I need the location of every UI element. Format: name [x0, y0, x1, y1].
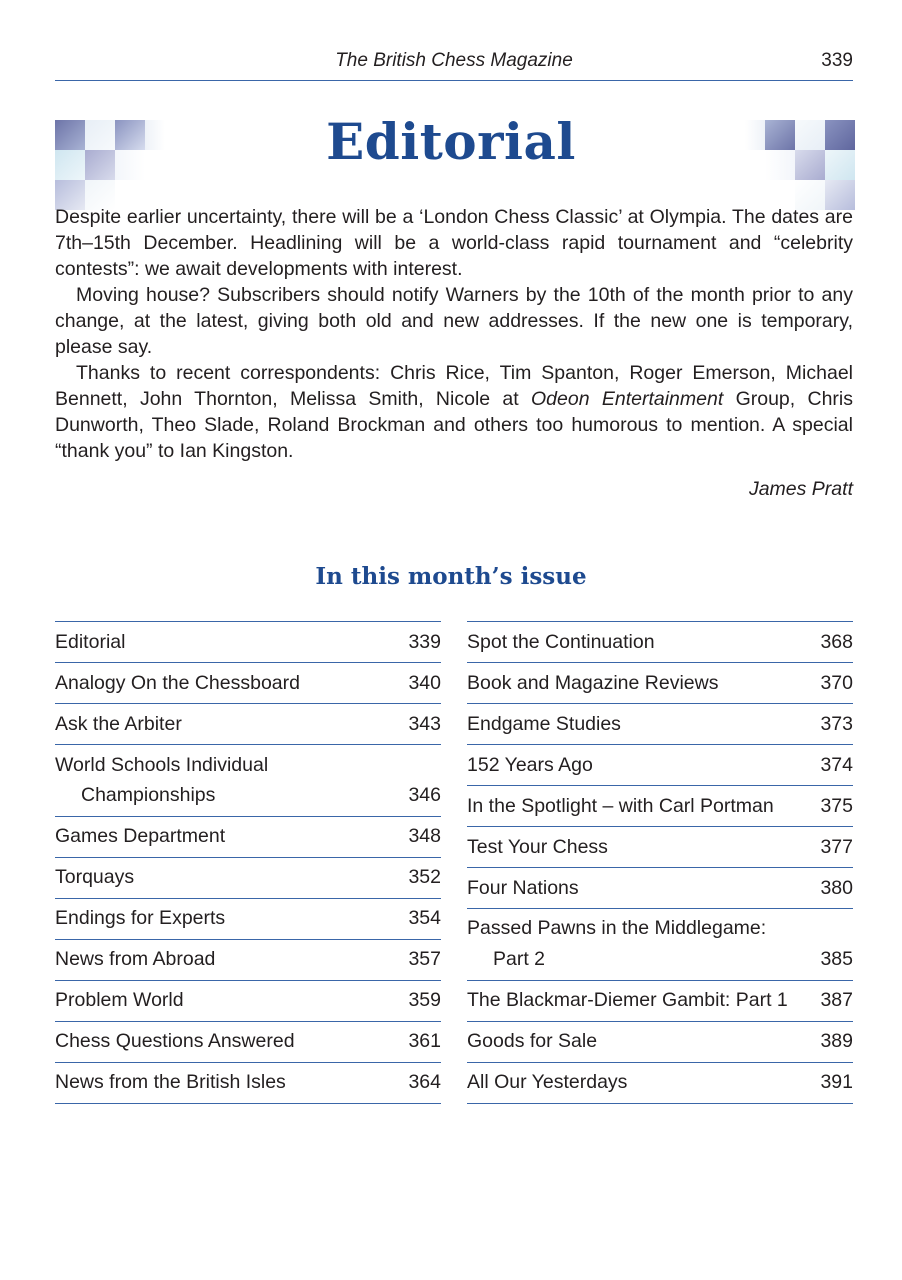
magazine-title: The British Chess Magazine — [335, 50, 573, 71]
contents-title: Games Department — [55, 825, 226, 848]
contents-title: Book and Magazine Reviews — [467, 671, 719, 694]
contents-page: 352 — [408, 866, 441, 889]
contents-row — [55, 940, 441, 981]
contents-page: 339 — [408, 630, 441, 653]
contents-page: 368 — [820, 630, 853, 653]
contents-page: 354 — [408, 907, 441, 930]
contents-title: Goods for Sale — [467, 1030, 598, 1053]
contents-row — [467, 909, 853, 981]
contents-row — [467, 981, 853, 1022]
contents-page: 346 — [408, 784, 441, 807]
page-number: 339 — [821, 50, 853, 71]
contents-title: Endgame Studies — [467, 712, 621, 735]
contents-row — [55, 858, 441, 899]
contents-row — [467, 1022, 853, 1063]
contents-title: 152 Years Ago — [467, 753, 593, 776]
contents-page: 385 — [820, 948, 853, 971]
contents-row — [467, 704, 853, 745]
paragraph-3-text-start: Thanks to recent correspondents: Chris Rice, Tim Spanton, Roger Emerson, Michael Bennett, John Thornton, Melissa Smith, Nicole at — [55, 362, 853, 410]
contents-row — [55, 663, 441, 704]
contents-page: 389 — [820, 1030, 853, 1053]
contents-row — [55, 704, 441, 745]
contents-title: News from Abroad — [55, 948, 216, 971]
contents-title: Passed Pawns in the Middlegame: — [467, 917, 767, 940]
contents-title: Editorial — [55, 630, 126, 653]
contents-title: News from the British Isles — [55, 1071, 286, 1094]
contents-row — [55, 1022, 441, 1063]
contents-page: 364 — [408, 1071, 441, 1094]
contents-title: Four Nations — [467, 876, 579, 899]
contents-page: 359 — [408, 989, 441, 1012]
contents-title: Ask the Arbiter — [55, 712, 182, 735]
contents-page: 340 — [408, 671, 441, 694]
contents-row — [467, 827, 853, 868]
paragraph-3-text-end: Group, Chris Dunworth, Theo Slade, Roland Brockman and others too humorous to mention. A special “thank you” to Ian Kingston. — [55, 388, 853, 462]
editorial-paragraph-2: Moving house? Subscribers should notify Warners by the 10th of the month prior to any change, at the latest, giving both old and new addresses. If the new one is temporary, please say. — [55, 284, 853, 358]
contents-title: All Our Yesterdays — [467, 1071, 628, 1094]
contents-page: 387 — [820, 989, 853, 1012]
contents-page: 375 — [820, 794, 853, 817]
contents-column-right — [467, 621, 853, 1104]
contents-title: The Blackmar-Diemer Gambit: Part 1 — [467, 989, 788, 1012]
contents-page: 391 — [820, 1071, 853, 1094]
contents-title-continued: Part 2 — [493, 948, 546, 971]
contents-title: Endings for Experts — [55, 907, 226, 930]
contents-row — [467, 786, 853, 827]
contents-row — [467, 745, 853, 786]
contents-title: World Schools Individual — [55, 753, 269, 776]
editorial-body — [55, 204, 853, 502]
contents-column-left — [55, 621, 441, 1104]
contents-page: 348 — [408, 825, 441, 848]
contents-row — [467, 663, 853, 704]
contents-row — [55, 817, 441, 858]
editorial-paragraph-1: Despite earlier uncertainty, there will be a ‘London Chess Classic’ at Olympia. The dates are 7th–15th December. Headlining will be a world-class rapid tournament and “celebrity contests”: we await developments with interest. — [55, 206, 853, 280]
contents-row — [467, 622, 853, 663]
contents-title: Chess Questions Answered — [55, 1030, 295, 1053]
contents-page: 380 — [820, 876, 853, 899]
contents-row — [55, 899, 441, 940]
contents-row — [55, 1063, 441, 1104]
contents-page: 357 — [408, 948, 441, 971]
contents-title: Analogy On the Chessboard — [55, 671, 300, 694]
editor-signature: James Pratt — [748, 478, 853, 500]
contents-row — [467, 868, 853, 909]
contents-title: Torquays — [55, 866, 135, 889]
contents-page: 377 — [820, 835, 853, 858]
contents-page: 343 — [408, 712, 441, 735]
contents-page: 370 — [820, 671, 853, 694]
contents-title: Spot the Continuation — [467, 630, 655, 653]
contents-row — [55, 745, 441, 817]
contents-page: 373 — [820, 712, 853, 735]
editorial-paragraph-3 — [55, 360, 853, 464]
editorial-title: Editorial — [326, 112, 576, 171]
contents-title: Test Your Chess — [467, 835, 608, 858]
contents-title: In the Spotlight – with Carl Portman — [467, 794, 774, 817]
contents-row — [55, 981, 441, 1022]
contents-row — [467, 1063, 853, 1104]
contents-row — [55, 622, 441, 663]
contents-title-continued: Championships — [81, 784, 216, 807]
contents-page: 374 — [820, 753, 853, 776]
contents-title: Problem World — [55, 989, 184, 1012]
running-header — [55, 48, 853, 81]
contents-page: 361 — [408, 1030, 441, 1053]
paragraph-3-italic-name: Odeon Entertainment — [531, 388, 724, 410]
issue-contents-title: In this month’s issue — [315, 563, 587, 590]
